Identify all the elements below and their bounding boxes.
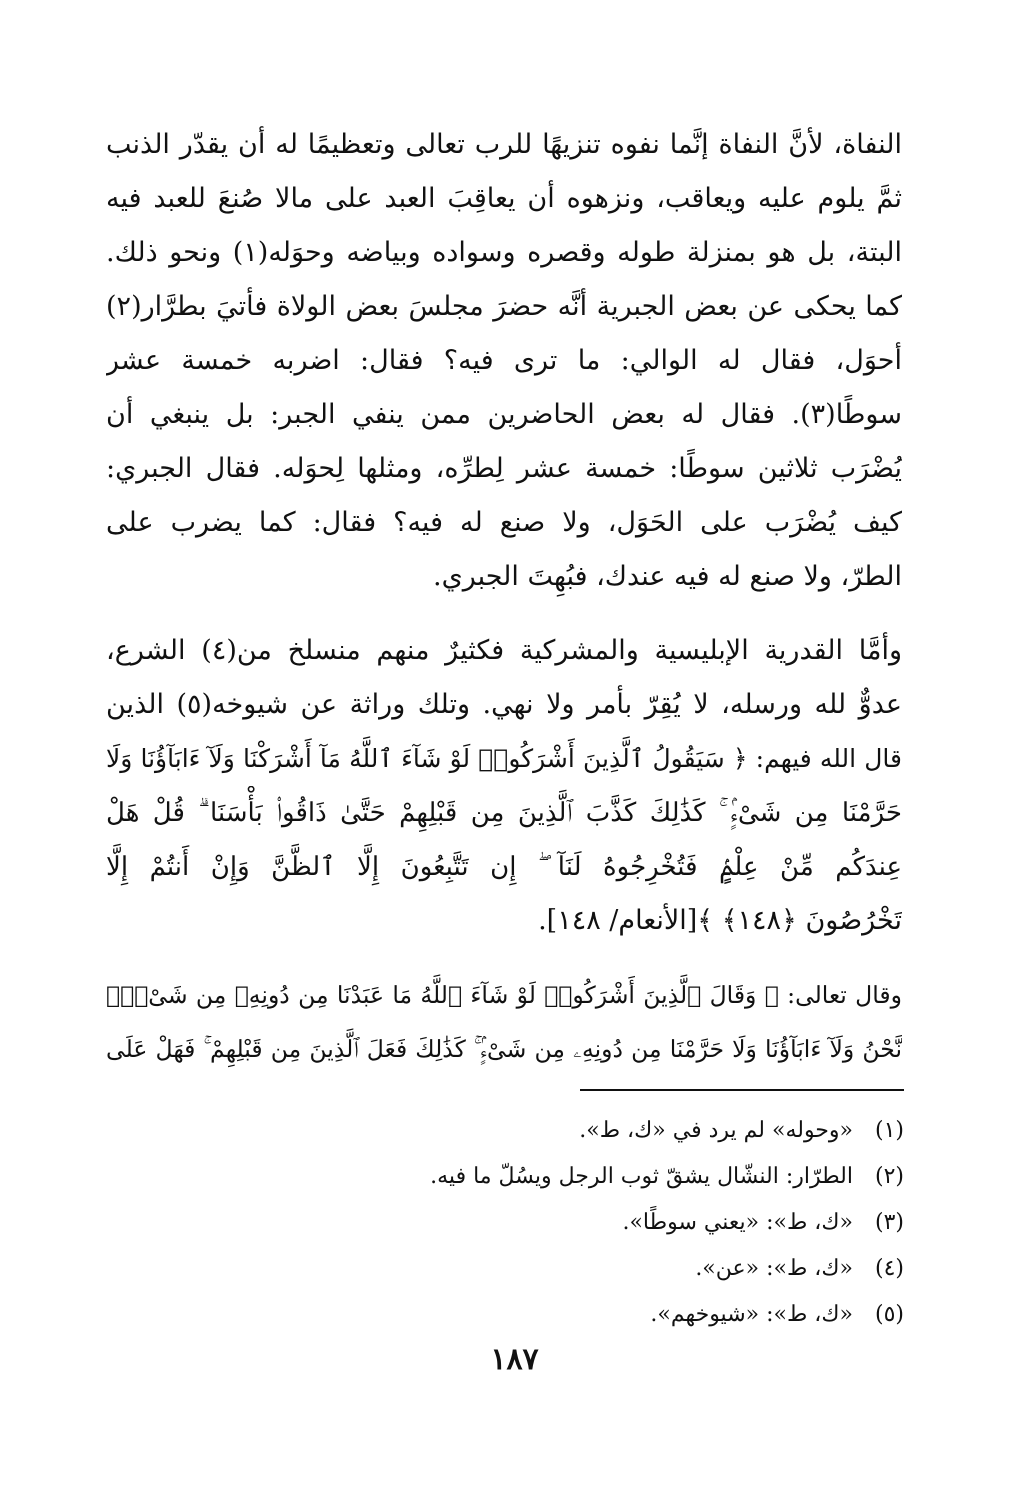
footnote-item: [300, 1154, 904, 1200]
text-line: كيف يُضْرَب على الحَوَل، ولا صنع له فيه؟ فقال: كما يضرب على: [106, 507, 902, 538]
footnote-item: [300, 1200, 904, 1246]
text-line: أحوَل، فقال له الوالي: ما ترى فيه؟ فقال: اضربه خمسة عشر: [106, 345, 902, 376]
quran-verse-line: حَرَّمْنَا مِن شَىْءٍۢ ۚ كَذَٰلِكَ كَذَّبَ ٱلَّذِينَ مِن قَبْلِهِمْ حَتَّىٰ ذَاقُوا۟ بَأْسَنَا ۗ قُلْ هَلْ: [106, 798, 902, 828]
footnote-number: (٢): [874, 1164, 904, 1189]
footnote-number: (١): [874, 1118, 904, 1143]
footnote-item: [300, 1246, 904, 1292]
text-line: البتة، بل هو بمنزلة طوله وقصره وسواده وبياضه وحوَله(١) ونحو ذلك.: [106, 237, 902, 268]
text-line: عدوٌّ لله ورسله، لا يُقِرّ بأمر ولا نهي. وتلك وراثة عن شيوخه(٥) الذين: [106, 689, 902, 720]
text-line: ثمَّ يلوم عليه ويعاقب، ونزهوه أن يعاقِبَ العبد على مالا صُنعَ للعبد فيه: [106, 183, 902, 214]
footnote-number: (٤): [874, 1256, 904, 1281]
main-text: [106, 118, 902, 1076]
paragraph-1: [106, 118, 902, 604]
text-line: كما يحكى عن بعض الجبرية أنَّه حضرَ مجلسَ بعض الولاة فأتيَ بطرَّار(٢): [106, 291, 902, 322]
footnote-text: «ك، ط»: «عن».: [695, 1256, 853, 1281]
footnote-item: [300, 1292, 904, 1338]
footnote-text: «وحوله» لم يرد في «ك، ط».: [579, 1118, 853, 1143]
page-number: ١٨٧: [490, 1342, 539, 1377]
text-line: وأمَّا القدرية الإبليسية والمشركية فكثيرٌ منهم منسلخ من(٤) الشرع،: [106, 635, 902, 666]
text-line: يُضْرَب ثلاثين سوطًا: خمسة عشر لِطرِّه، ومثلها لِحوَله. فقال الجبري:: [106, 453, 902, 484]
footnote-number: (٥): [874, 1302, 904, 1327]
paragraph-2: [106, 624, 902, 948]
text-line: تَخْرُصُونَ ﴿١٤٨﴾ ﴾[الأنعام/ ١٤٨].: [538, 905, 902, 936]
footnote-text: الطرّار: النشّال يشقّ ثوب الرجل ويسُلّ ما فيه.: [430, 1164, 853, 1189]
footnote-text: «ك، ط»: «شيوخهم».: [650, 1302, 853, 1327]
footnote-item: [300, 1108, 904, 1154]
quran-verse-line: وقال تعالى: ﴿ وَقَالَ ٱلَّذِينَ أَشْرَكُوا۟ لَوْ شَآءَ ٱللَّهُ مَا عَبَدْنَا مِن دُونِهِۦ مِن شَىْءٍۢ: [106, 981, 902, 1009]
footnote-number: (٣): [874, 1210, 904, 1235]
footnotes: [300, 1108, 904, 1338]
footnote-text: «ك، ط»: «يعني سوطًا».: [622, 1210, 853, 1235]
quran-verse-line: عِندَكُم مِّنْ عِلْمٍۢ فَتُخْرِجُوهُ لَنَآ ۖ إِن تَتَّبِعُونَ إِلَّا ٱلظَّنَّ وَإِنْ أَنتُمْ إِلَّا: [106, 852, 902, 882]
paragraph-3: [106, 968, 902, 1076]
text-line: سوطًا(٣). فقال له بعض الحاضرين ممن ينفي الجبر: بل ينبغي أن: [106, 399, 902, 430]
quran-verse-line: نَّحْنُ وَلَآ ءَابَآؤُنَا وَلَا حَرَّمْنَا مِن دُونِهِۦ مِن شَىْءٍۢ ۚ كَذَٰلِكَ فَعَلَ ٱلَّذِينَ مِن قَبْلِهِمْ ۚ فَهَلْ عَلَى: [106, 1035, 902, 1063]
text-line: النفاة، لأنَّ النفاة إنَّما نفوه تنزيهًا للرب تعالى وتعظيمًا له أن يقدّر الذنب: [106, 129, 902, 160]
footnote-separator: [580, 1089, 904, 1091]
text-line: الطرّ، ولا صنع له فيه عندك، فبُهِتَ الجبري.: [432, 561, 902, 592]
quran-verse-line: قال الله فيهم: ﴿ سَيَقُولُ ٱلَّذِينَ أَشْرَكُوا۟ لَوْ شَآءَ ٱللَّهُ مَآ أَشْرَكْنَا وَلَآ ءَابَآؤُنَا وَلَا: [106, 744, 902, 773]
